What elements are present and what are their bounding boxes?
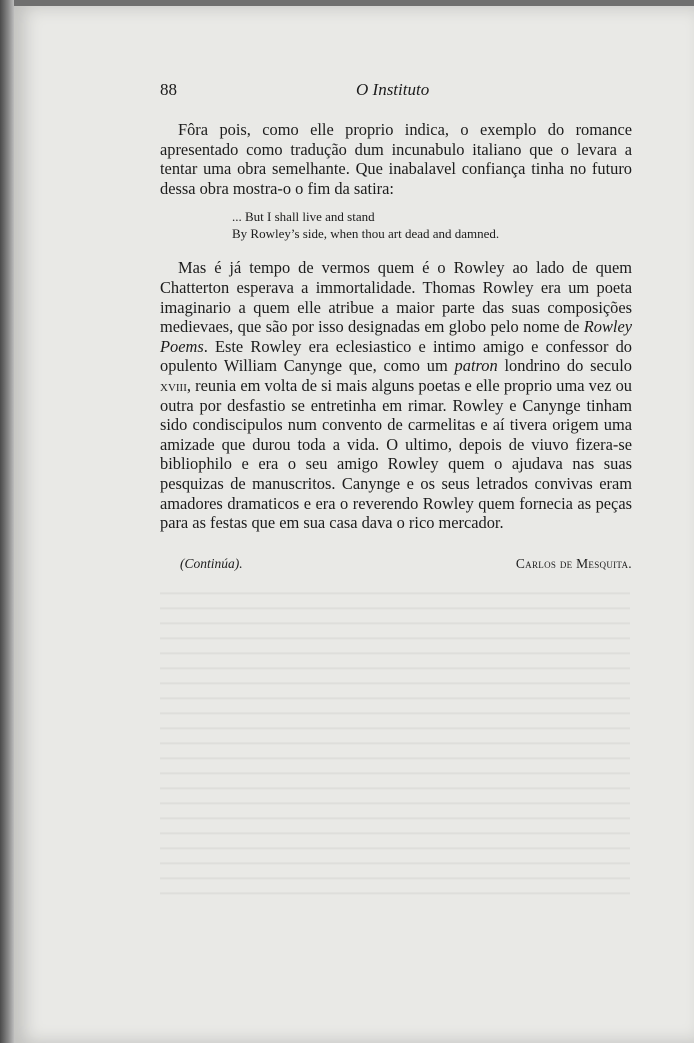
paragraph-2-text-d: , reunia em volta de si mais alguns poetas e elle proprio uma vez ou outra por desfastio se entretinha em rimar. Rowley e Canynge tinham sido condiscipulos num convento de carmelitas e aí tivera origem uma amizade que durou toda a vida. O ultimo, depois de viuvo fizera-se bibliophilo e era o seu amigo Rowley quem o ajudava nas suas pesquizas de manuscritos. Canynge e os seus letrados convivas eram amadores dramaticos e era o reverendo Rowley quem fornecia as peças para as festas que em sua casa dava o rico mercador. <box>160 375 632 533</box>
main-text <box>160 120 632 533</box>
paragraph-2-text-b: . Este Rowley era eclesiastico e intimo amigo e confessor do opulento William Canynge que, como um <box>160 336 632 376</box>
rowley-poems-title: Rowley Poems <box>160 317 632 356</box>
book-spine-shadow <box>0 0 14 1043</box>
article-footer <box>160 556 632 578</box>
page-header <box>160 80 640 104</box>
quote-line-1: ... But I shall live and stand <box>232 209 375 225</box>
paragraph-2 <box>160 258 632 532</box>
paragraph-2-text-a: Mas é já tempo de vermos quem é o Rowley ao lado de quem Chatterton esperava a immortalidade. Thomas Rowley era um poeta imaginario a quem elle atribue a maior parte das suas composições medievaes, que são por isso designadas em globo pelo nome de <box>160 258 632 337</box>
patron-word: patron <box>454 356 498 376</box>
running-title: O Instituto <box>356 80 430 99</box>
quote-line-2: By Rowley’s side, when thou art dead and damned. <box>232 226 500 242</box>
paragraph-2-text-c: londrino do seculo <box>497 356 632 376</box>
verse-quote <box>160 208 632 242</box>
page-number: 88 <box>160 80 177 99</box>
author-signature: Carlos de Mesquita. <box>515 556 632 571</box>
continued-note: (Continúa). <box>180 556 243 571</box>
paragraph-1: Fôra pois, como elle proprio indica, o exemplo do romance apresentado como tradução dum incunabulo italiano que o levara a tentar uma obra semelhante. Que inabalavel confiança tinha no futuro dessa obra mostra-o o fim da satira: <box>160 120 632 198</box>
century-numeral: xviii <box>160 375 187 395</box>
show-through-text <box>160 580 630 900</box>
